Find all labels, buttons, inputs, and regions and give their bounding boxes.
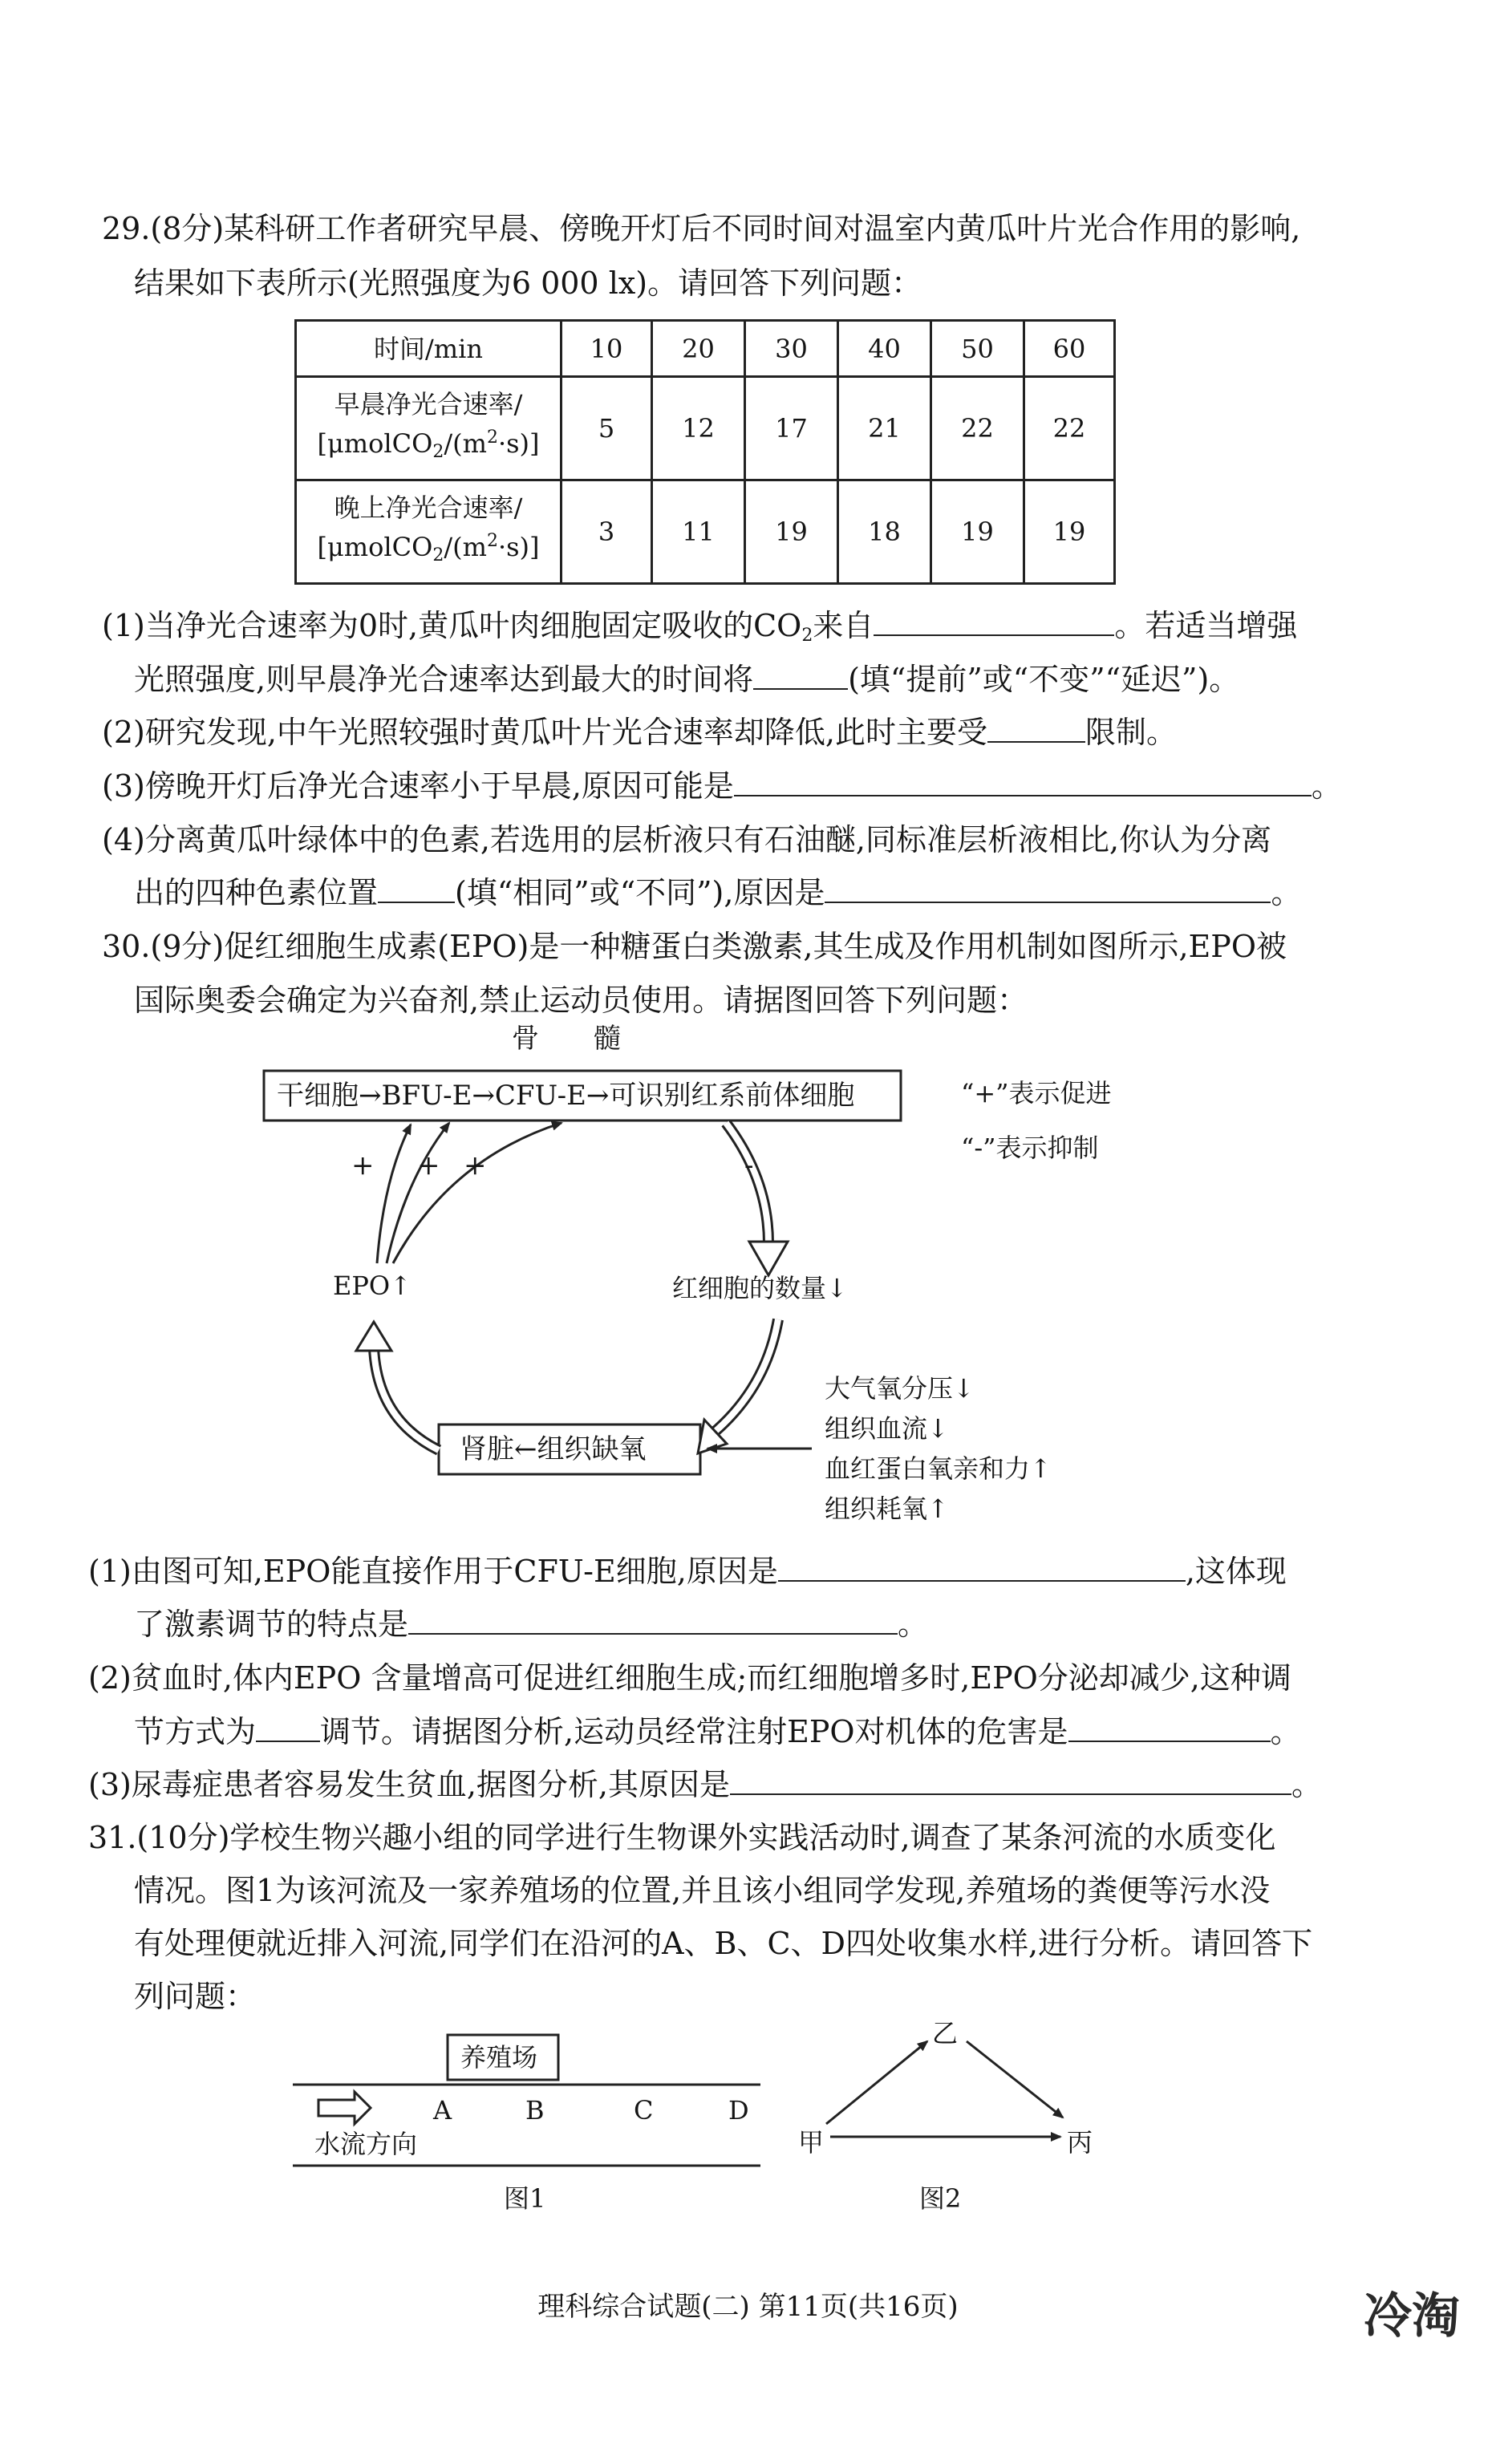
table-cell: 5 <box>562 377 652 480</box>
text: 了激素调节的特点是 <box>134 1607 409 1642</box>
text: 限制。 <box>1085 715 1178 750</box>
unit-part: /(m <box>444 532 487 562</box>
table-cell: 18 <box>838 480 931 584</box>
table-cell: 40 <box>838 321 931 377</box>
epo-label: EPO↑ <box>333 1270 412 1301</box>
text: 。 <box>1311 768 1342 804</box>
flow-arrow-outline <box>714 1319 778 1433</box>
top-box-text: 干细胞→BFU-E→CFU-E→可识别红系前体细胞 <box>277 1080 855 1112</box>
figure1-caption: 图1 <box>504 2183 546 2214</box>
factor-label: 组织血流↓ <box>825 1413 949 1444</box>
rbc-count-label: 红细胞的数量↓ <box>672 1273 848 1303</box>
text: 。 <box>1291 1767 1323 1802</box>
q30-line1: 30.(9分)促红细胞生成素(EPO)是一种糖蛋白类激素,其生成及作用机制如图所示,EPO被 <box>102 929 1287 964</box>
table-cell: 22 <box>931 377 1024 480</box>
site-a-label: A <box>433 2095 452 2126</box>
text: 。 <box>1270 1714 1301 1749</box>
text: ,这体现 <box>1185 1554 1287 1589</box>
legend-plus: “+”表示促进 <box>961 1078 1112 1108</box>
table-cell: 19 <box>745 480 838 584</box>
page-footer: 理科综合试题(二) 第11页(共16页) <box>537 2291 959 2323</box>
minus-sign: - <box>744 1149 754 1181</box>
text: (填“相同”或“不同”),原因是 <box>455 875 825 910</box>
text: 出的四种色素位置 <box>134 875 379 910</box>
table-cell: 22 <box>1024 377 1115 480</box>
q31-line4: 列问题： <box>134 1979 257 2014</box>
answer-blank[interactable] <box>778 1554 1186 1582</box>
flow-direction-label: 水流方向 <box>314 2129 418 2159</box>
q30-sub1-line2 <box>134 1606 928 1643</box>
factor-label: 组织耗氧↑ <box>825 1493 949 1524</box>
flow-arrow-head <box>356 1322 391 1351</box>
text: 。 <box>898 1607 929 1642</box>
text: 调节。请据图分析,运动员经常注射EPO对机体的危害是 <box>320 1714 1068 1749</box>
plus-sign: + <box>464 1149 487 1181</box>
node-jia: 甲 <box>798 2127 825 2158</box>
table-cell: 20 <box>652 321 745 377</box>
node-bing: 丙 <box>1067 2127 1093 2158</box>
text: (1)当净光合速率为0时,黄瓜叶肉细胞固定吸收的CO <box>102 608 802 643</box>
site-d-label: D <box>728 2095 749 2126</box>
factor-label: 血红蛋白氧亲和力↑ <box>825 1453 1052 1484</box>
text: 。若适当增强 <box>1114 608 1298 643</box>
kidney-box-text: 肾脏←组织缺氧 <box>460 1433 647 1465</box>
text: 来自 <box>813 608 874 643</box>
q29-line1: 29.(8分)某科研工作者研究早晨、傍晚开灯后不同时间对温室内黄瓜叶片光合作用的影响, <box>102 211 1301 246</box>
unit-part: [μmolCO <box>317 428 433 459</box>
unit-subscript: 2 <box>432 545 444 565</box>
promote-arrow <box>387 1123 449 1263</box>
text: (3)傍晚开灯后净光合速率小于早晨,原因可能是 <box>102 768 734 804</box>
text: 。 <box>1271 875 1302 910</box>
text: 光照强度,则早晨净光合速率达到最大的时间将 <box>134 662 754 697</box>
q29-sub4-line1: (4)分离黄瓜叶绿体中的色素,若选用的层析液只有石油醚,同标准层析液相比,你认为分离 <box>102 822 1272 857</box>
q30-sub2-line2 <box>134 1713 1301 1750</box>
table-cell: 19 <box>1024 480 1115 584</box>
site-b-label: B <box>525 2095 545 2126</box>
row-label-line: 晚上净光合速率/ <box>334 492 523 523</box>
text: (2)研究发现,中午光照较强时黄瓜叶片光合速率却降低,此时主要受 <box>102 715 987 750</box>
watermark-logo: 冷淘 <box>1364 2288 1460 2344</box>
q30-sub2-line1: (2)贫血时,体内EPO 含量增高可促进红细胞生成;而红细胞增多时,EPO分泌却减少,这种调 <box>88 1660 1291 1696</box>
table-header-label: 时间/min <box>296 321 562 377</box>
q30-sub3 <box>88 1766 1322 1803</box>
figure2-caption: 图2 <box>919 2183 962 2214</box>
table-cell: 60 <box>1024 321 1115 377</box>
flow-direction-arrow <box>318 2092 371 2124</box>
answer-blank[interactable] <box>256 1715 320 1742</box>
table-cell: 10 <box>562 321 652 377</box>
table-cell: 30 <box>745 321 838 377</box>
site-c-label: C <box>634 2095 654 2126</box>
farm-label: 养殖场 <box>460 2042 538 2073</box>
promote-arrow <box>393 1123 562 1263</box>
text: 节方式为 <box>134 1714 257 1749</box>
q31-line1: 31.(10分)学校生物兴趣小组的同学进行生物课外实践活动时,调查了某条河流的水质变化 <box>88 1820 1276 1855</box>
factor-label: 大气氧分压↓ <box>825 1373 975 1404</box>
row-label-line: 早晨净光合速率/ <box>334 389 523 419</box>
plus-sign: + <box>351 1149 375 1181</box>
unit-part: /(m <box>444 428 487 459</box>
arrow-yi-bing <box>967 2041 1063 2118</box>
subscript: 2 <box>801 626 813 646</box>
plus-sign: + <box>417 1149 440 1181</box>
table-cell: 12 <box>652 377 745 480</box>
legend-minus: “-”表示抑制 <box>961 1133 1099 1163</box>
node-yi: 乙 <box>932 2018 959 2049</box>
table-cell: 3 <box>562 480 652 584</box>
q30-sub1-line1 <box>88 1553 1287 1590</box>
text: (3)尿毒症患者容易发生贫血,据图分析,其原因是 <box>88 1767 730 1802</box>
unit-part: [μmolCO <box>317 532 433 562</box>
table-cell: 21 <box>838 377 931 480</box>
table-cell: 50 <box>931 321 1024 377</box>
unit-subscript: 2 <box>432 442 444 462</box>
bone-marrow-label: 骨 髓 <box>512 1023 621 1055</box>
q30-line2: 国际奥委会确定为兴奋剂,禁止运动员使用。请据图回答下列问题： <box>134 983 1028 1018</box>
table-cell: 17 <box>745 377 838 480</box>
unit-part: ·s)] <box>497 532 540 562</box>
unit-superscript: 2 <box>486 428 498 448</box>
text: (填“提前”或“不变”“延迟”)。 <box>848 662 1240 697</box>
answer-blank[interactable] <box>1068 1715 1271 1742</box>
table-cell: 11 <box>652 480 745 584</box>
unit-part: ·s)] <box>497 428 540 459</box>
answer-blank[interactable] <box>730 1768 1291 1795</box>
unit-superscript: 2 <box>486 531 498 551</box>
table-cell: 19 <box>931 480 1024 584</box>
q31-line3: 有处理便就近排入河流,同学们在沿河的A、B、C、D四处收集水样,进行分析。请回答下 <box>134 1926 1313 1961</box>
flow-arrow-fill <box>714 1319 778 1433</box>
text: (1)由图可知,EPO能直接作用于CFU-E细胞,原因是 <box>88 1554 778 1589</box>
answer-blank[interactable] <box>408 1607 898 1635</box>
q29-line2: 结果如下表所示(光照强度为6 000 lx)。请回答下列问题： <box>134 265 922 301</box>
arrow-jia-yi <box>826 2041 927 2124</box>
q31-line2: 情况。图1为该河流及一家养殖场的位置,并且该小组同学发现,养殖场的粪便等污水没 <box>134 1873 1271 1908</box>
